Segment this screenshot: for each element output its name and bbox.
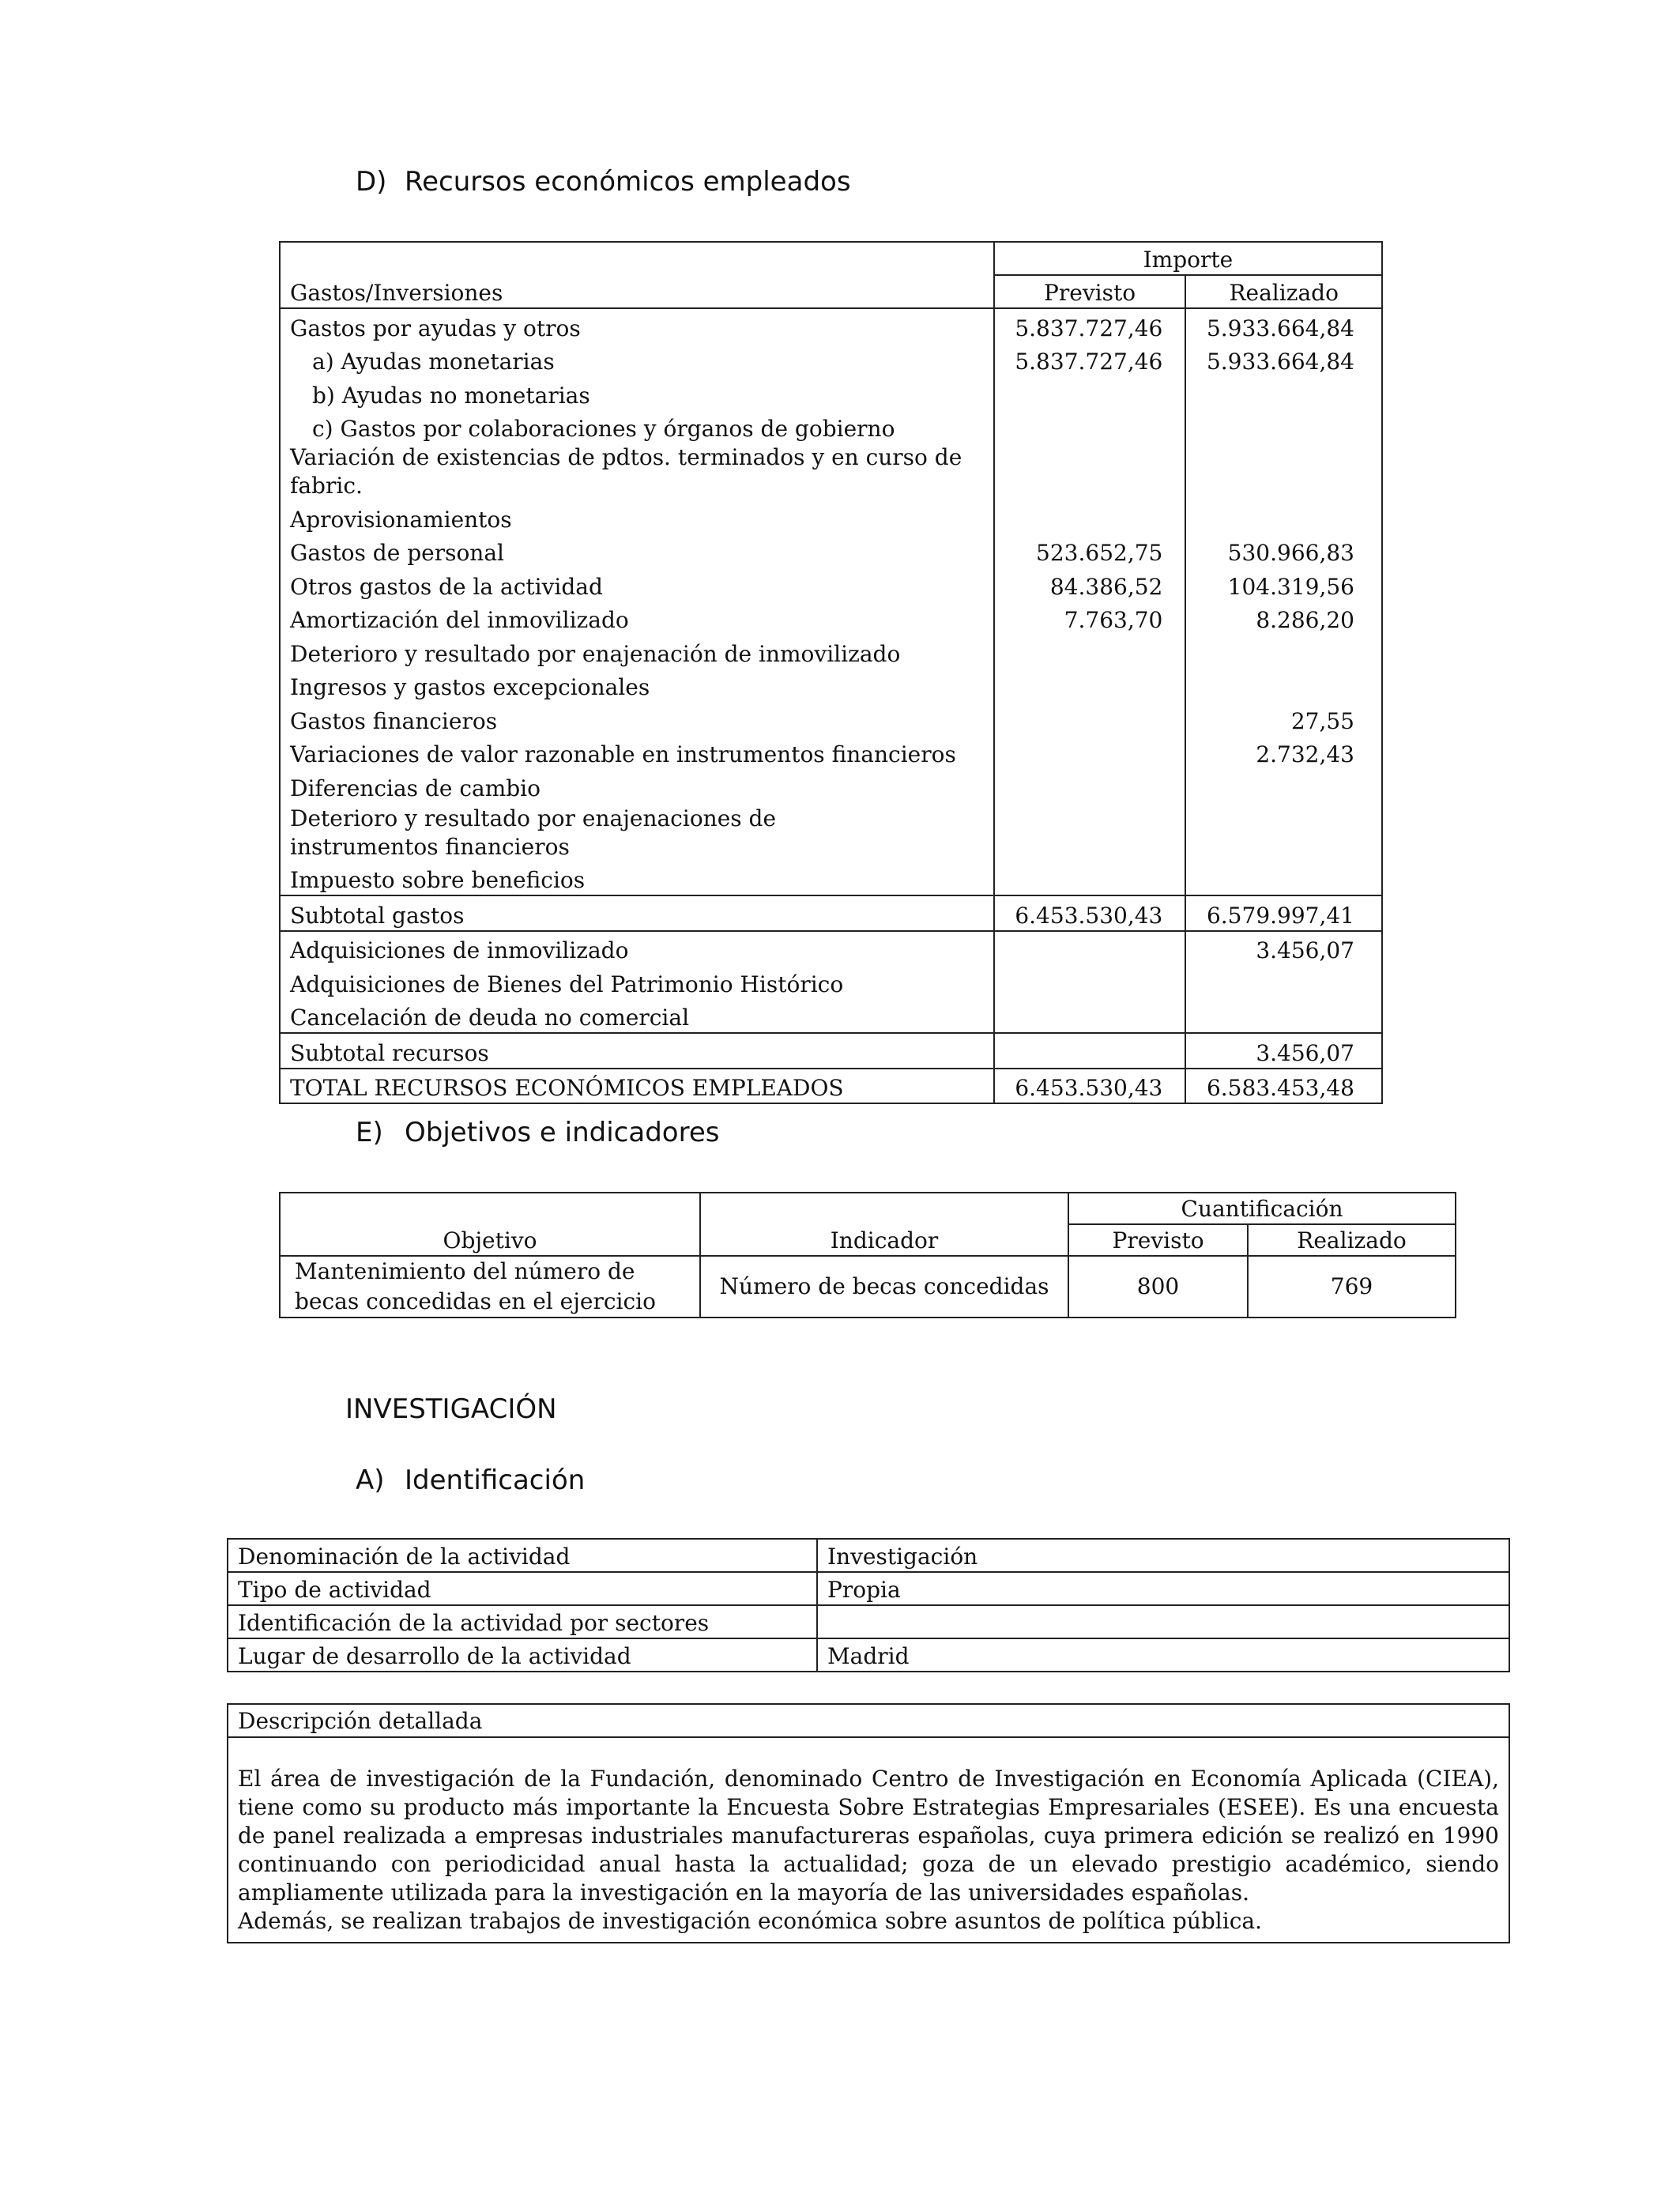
row-label: Gastos por ayudas y otros — [280, 308, 994, 343]
subtotal-gastos-row — [280, 895, 1382, 931]
row-previsto — [994, 443, 1186, 500]
section-a-letter: A) — [356, 1465, 385, 1496]
row-realizado — [1185, 803, 1382, 861]
row-previsto: 5.837.727,46 — [994, 343, 1186, 377]
header-previsto: Previsto — [994, 275, 1186, 308]
recursos-economicos-table — [279, 241, 1383, 1104]
row-previsto: 7.763,70 — [994, 601, 1186, 635]
row-previsto — [994, 669, 1186, 703]
header-objetivo-top — [280, 1193, 700, 1224]
row-realizado: 8.286,20 — [1256, 607, 1354, 633]
row-previsto — [994, 410, 1186, 444]
row-label: Adquisiciones de Bienes del Patrimonio Histórico — [280, 965, 994, 999]
row-label: b) Ayudas no monetarias — [280, 376, 994, 410]
section-d-letter: D) — [356, 166, 387, 198]
row-realizado — [1185, 999, 1382, 1034]
row-label: TOTAL RECURSOS ECONÓMICOS EMPLEADOS — [280, 1069, 994, 1104]
table-row — [280, 500, 1382, 534]
table-row — [280, 736, 1382, 770]
row-realizado: 2.732,43 — [1256, 741, 1354, 767]
table-row — [280, 601, 1382, 635]
row-realizado: 27,55 — [1290, 707, 1354, 734]
row-value: Investigación — [817, 1539, 1509, 1572]
row-realizado: 5.933.664,84 — [1206, 315, 1354, 341]
subtotal-recursos-row — [280, 1033, 1382, 1069]
row-realizado: 104.319,56 — [1227, 573, 1354, 600]
row-realizado — [1185, 410, 1382, 444]
table-row — [280, 769, 1382, 803]
indicador-cell: Número de becas concedidas — [700, 1256, 1068, 1318]
row-previsto — [994, 931, 1186, 966]
table-row — [280, 635, 1382, 669]
row-label: Variaciones de valor razonable en instrumentos financieros — [280, 736, 994, 770]
descripcion-paragraph: Además, se realizan trabajos de investigación económica sobre asuntos de política pública. — [238, 1908, 1262, 1934]
table-row — [280, 931, 1382, 966]
table-row — [228, 1605, 1509, 1638]
descripcion-detallada-box — [227, 1703, 1510, 1943]
total-row — [280, 1069, 1382, 1104]
row-realizado: 6.579.997,41 — [1185, 895, 1382, 931]
row-previsto — [994, 965, 1186, 999]
row-realizado: 6.583.453,48 — [1206, 1075, 1354, 1101]
objetivo-cell: Mantenimiento del número de becas concedidas en el ejercicio — [280, 1256, 700, 1318]
row-previsto — [994, 500, 1186, 534]
header-realizado: Realizado — [1185, 275, 1382, 308]
row-key: Denominación de la actividad — [228, 1539, 817, 1572]
table-row — [280, 669, 1382, 703]
row-label: Amortización del inmovilizado — [280, 601, 994, 635]
row-realizado: 3.456,07 — [1256, 937, 1354, 963]
row-label: Variación de existencias de pdtos. terminados y en curso de fabric. — [280, 443, 994, 500]
row-realizado — [1185, 376, 1382, 410]
table-row — [280, 1256, 1456, 1318]
section-a-title: Identificación — [405, 1465, 586, 1496]
header-objetivo: Objetivo — [280, 1224, 700, 1256]
row-previsto: 5.837.727,46 — [994, 308, 1186, 343]
row-label: Otros gastos de la actividad — [280, 567, 994, 601]
row-realizado: 5.933.664,84 — [1206, 349, 1354, 375]
row-realizado — [1185, 500, 1382, 534]
row-label: Cancelación de deuda no comercial — [280, 999, 994, 1034]
row-previsto — [994, 803, 1186, 861]
table-row — [280, 965, 1382, 999]
row-label: Deterioro y resultado por enajenaciones de instrumentos financieros — [280, 803, 994, 861]
row-previsto: 523.652,75 — [994, 534, 1186, 568]
descripcion-title: Descripción detallada — [228, 1705, 1509, 1738]
row-realizado — [1185, 861, 1382, 896]
row-previsto — [994, 635, 1186, 669]
table-row — [280, 443, 1382, 500]
section-a-heading — [356, 1465, 585, 1496]
row-label: Subtotal recursos — [280, 1033, 994, 1069]
investigacion-title: INVESTIGACIÓN — [345, 1393, 557, 1425]
header-cuantificacion: Cuantificación — [1068, 1193, 1456, 1224]
table-row — [280, 861, 1382, 896]
table-row — [228, 1572, 1509, 1605]
row-previsto — [994, 702, 1186, 736]
row-label: Deterioro y resultado por enajenación de inmovilizado — [280, 635, 994, 669]
section-e-letter: E) — [356, 1117, 383, 1148]
section-d-title: Recursos económicos empleados — [405, 166, 851, 198]
row-label: Adquisiciones de inmovilizado — [280, 931, 994, 966]
table-row — [280, 343, 1382, 377]
row-previsto — [994, 769, 1186, 803]
table-row — [280, 308, 1382, 343]
row-key: Lugar de desarrollo de la actividad — [228, 1638, 817, 1672]
table-row — [280, 410, 1382, 444]
descripcion-body — [228, 1765, 1509, 1936]
row-label: Impuesto sobre beneficios — [280, 861, 994, 896]
row-label: Aprovisionamientos — [280, 500, 994, 534]
table-row — [280, 567, 1382, 601]
header-realizado: Realizado — [1248, 1224, 1456, 1256]
realizado-cell: 769 — [1248, 1256, 1456, 1318]
row-realizado — [1185, 443, 1382, 500]
header-previsto: Previsto — [1068, 1224, 1248, 1256]
section-d-heading — [356, 166, 851, 198]
row-previsto: 6.453.530,43 — [994, 1069, 1186, 1104]
descripcion-paragraph: El área de investigación de la Fundación, denominado Centro de Investigación en Economía Aplicada (CIEA), tiene como su producto más importante la Encuesta Sobre Estrategias Empresariales (ESEE). Es una encuesta de panel realizada a empresas industriales manufactureras españolas, cuya primera edición se realizó en 1990 continuando con periodicidad anual hasta la actualidad; goza de un elevado prestigio académico, siendo ampliamente utilizada para la investigación en la mayoría de las universidades españolas. — [238, 1766, 1499, 1906]
row-label: Gastos de personal — [280, 534, 994, 568]
row-previsto — [994, 861, 1186, 896]
row-key: Tipo de actividad — [228, 1572, 817, 1605]
section-e-heading — [356, 1117, 719, 1148]
row-previsto — [994, 999, 1186, 1034]
header-gastos-inversiones: Gastos/Inversiones — [280, 242, 994, 308]
row-realizado: 3.456,07 — [1185, 1033, 1382, 1069]
row-realizado — [1185, 769, 1382, 803]
row-label: Diferencias de cambio — [280, 769, 994, 803]
row-value: Propia — [817, 1572, 1509, 1605]
table-row — [280, 376, 1382, 410]
row-label: c) Gastos por colaboraciones y órganos de gobierno — [280, 410, 994, 444]
row-realizado — [1185, 635, 1382, 669]
table-row — [280, 702, 1382, 736]
row-realizado — [1185, 965, 1382, 999]
previsto-cell: 800 — [1068, 1256, 1248, 1318]
row-value: Madrid — [817, 1638, 1509, 1672]
row-key: Identificación de la actividad por sectores — [228, 1605, 817, 1638]
objetivos-table — [279, 1192, 1456, 1318]
row-realizado — [1185, 669, 1382, 703]
row-label: Gastos financieros — [280, 702, 994, 736]
identificacion-table — [227, 1538, 1510, 1672]
row-previsto: 6.453.530,43 — [994, 895, 1186, 931]
table-row — [228, 1638, 1509, 1672]
row-label: a) Ayudas monetarias — [280, 343, 994, 377]
table-row — [228, 1539, 1509, 1572]
table-row — [280, 534, 1382, 568]
row-previsto — [994, 376, 1186, 410]
row-previsto — [994, 736, 1186, 770]
row-value — [817, 1605, 1509, 1638]
header-indicador-top — [700, 1193, 1068, 1224]
table-row — [280, 803, 1382, 861]
row-previsto — [994, 1033, 1186, 1069]
table-row — [280, 999, 1382, 1034]
header-indicador: Indicador — [700, 1224, 1068, 1256]
header-importe: Importe — [994, 242, 1382, 275]
row-label: Ingresos y gastos excepcionales — [280, 669, 994, 703]
row-previsto: 84.386,52 — [994, 567, 1186, 601]
row-realizado: 530.966,83 — [1227, 540, 1354, 566]
row-label: Subtotal gastos — [280, 895, 994, 931]
section-e-title: Objetivos e indicadores — [405, 1117, 720, 1148]
